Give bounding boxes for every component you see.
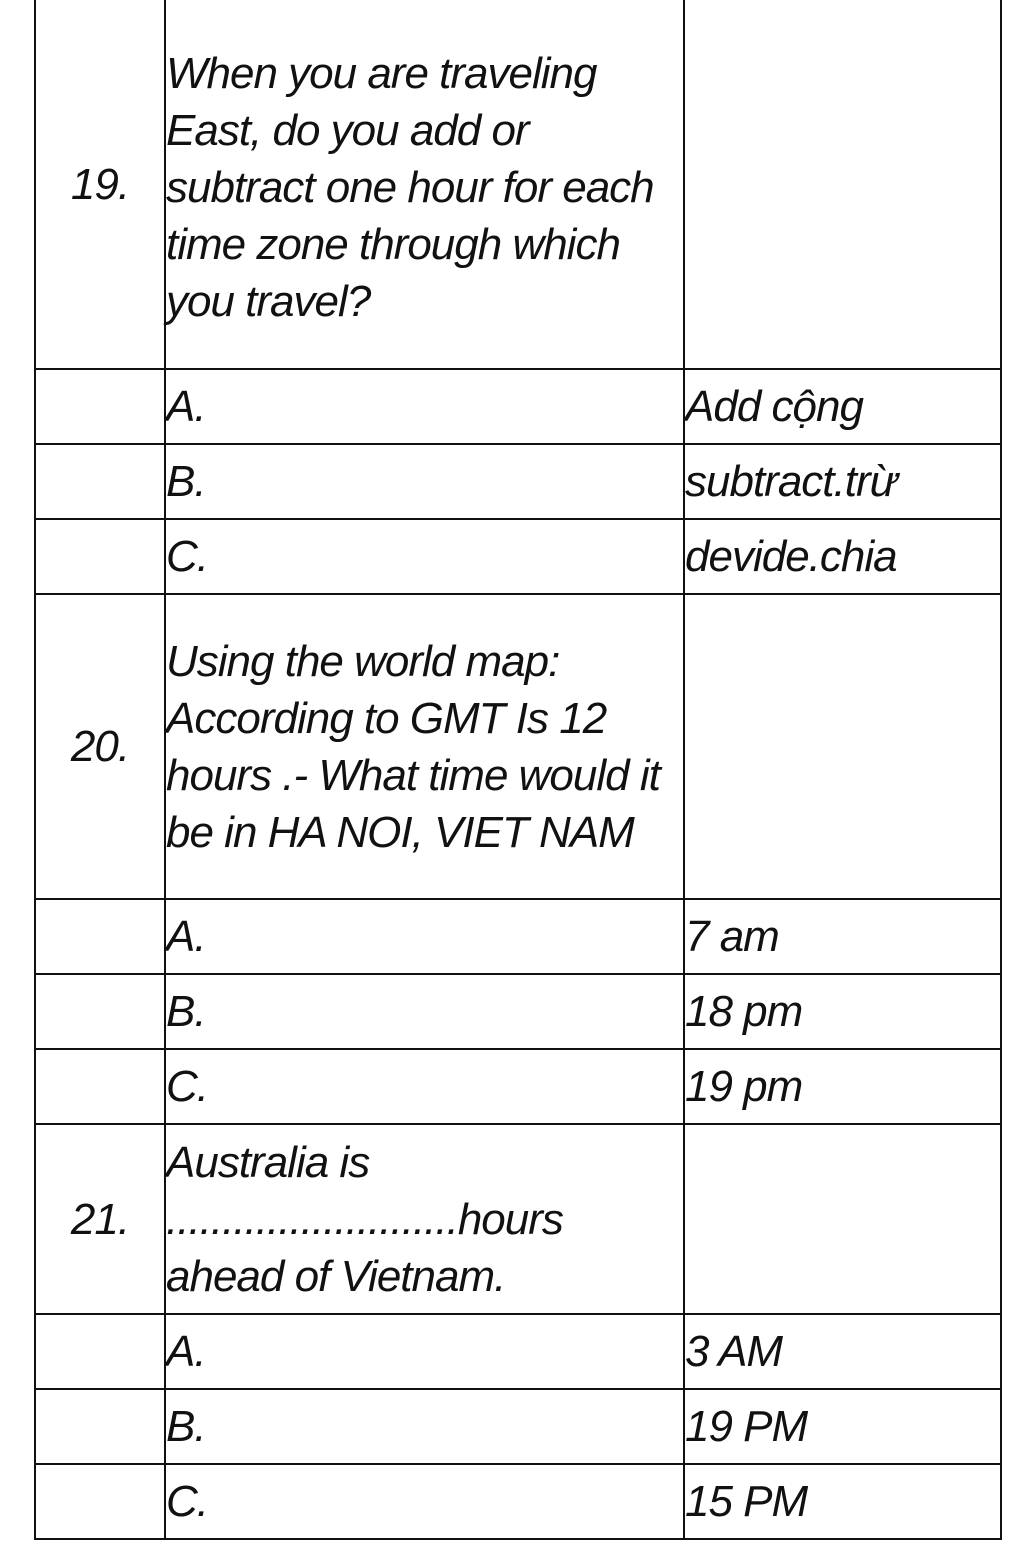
empty-cell xyxy=(35,899,165,974)
empty-cell xyxy=(35,369,165,444)
empty-cell xyxy=(35,444,165,519)
empty-cell xyxy=(35,1389,165,1464)
option-answer: 7 am xyxy=(684,899,1001,974)
option-row xyxy=(35,369,1001,444)
empty-cell xyxy=(35,519,165,594)
quiz-table xyxy=(34,0,1002,1540)
empty-cell xyxy=(35,1049,165,1124)
option-row xyxy=(35,1049,1001,1124)
option-answer: 15 PM xyxy=(684,1464,1001,1539)
option-answer: subtract.trừ xyxy=(684,444,1001,519)
option-letter: A. xyxy=(165,1314,684,1389)
option-row xyxy=(35,1389,1001,1464)
option-letter: B. xyxy=(165,444,684,519)
option-row xyxy=(35,444,1001,519)
empty-cell xyxy=(35,974,165,1049)
option-row xyxy=(35,899,1001,974)
question-number: 19. xyxy=(35,0,165,369)
option-letter: C. xyxy=(165,1464,684,1539)
question-row-19 xyxy=(35,0,1001,369)
question-text: When you are traveling East, do you add or subtract one hour for each time zone through which you travel? xyxy=(165,0,684,369)
option-letter: A. xyxy=(165,369,684,444)
option-answer: Add cộng xyxy=(684,369,1001,444)
option-answer: 18 pm xyxy=(684,974,1001,1049)
option-row xyxy=(35,519,1001,594)
option-letter: C. xyxy=(165,1049,684,1124)
answer-cell-empty xyxy=(684,0,1001,369)
question-text: Australia is ..........................hours ahead of Vietnam. xyxy=(165,1124,684,1314)
option-letter: C. xyxy=(165,519,684,594)
option-letter: A. xyxy=(165,899,684,974)
option-answer: 19 pm xyxy=(684,1049,1001,1124)
question-row-20 xyxy=(35,594,1001,899)
answer-cell-empty xyxy=(684,594,1001,899)
question-number: 20. xyxy=(35,594,165,899)
option-letter: B. xyxy=(165,974,684,1049)
option-answer: 19 PM xyxy=(684,1389,1001,1464)
option-row xyxy=(35,1314,1001,1389)
option-row xyxy=(35,974,1001,1049)
option-answer: devide.chia xyxy=(684,519,1001,594)
option-answer: 3 AM xyxy=(684,1314,1001,1389)
question-row-21 xyxy=(35,1124,1001,1314)
answer-cell-empty xyxy=(684,1124,1001,1314)
option-letter: B. xyxy=(165,1389,684,1464)
empty-cell xyxy=(35,1464,165,1539)
question-number: 21. xyxy=(35,1124,165,1314)
empty-cell xyxy=(35,1314,165,1389)
question-text: Using the world map: According to GMT Is 12 hours .- What time would it be in HA NOI, VIET NAM xyxy=(165,594,684,899)
option-row xyxy=(35,1464,1001,1539)
